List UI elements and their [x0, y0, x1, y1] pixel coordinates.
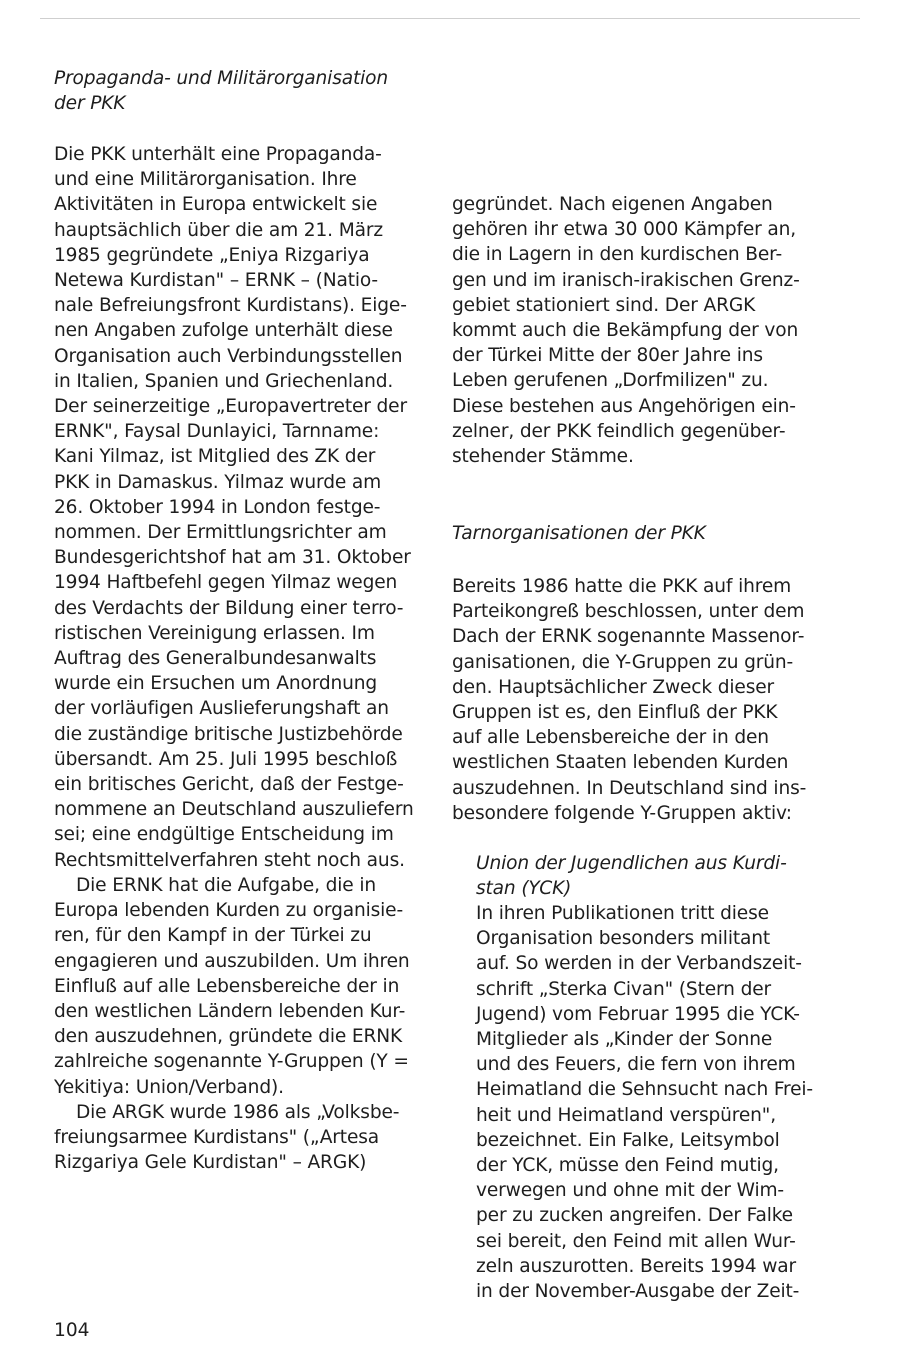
text-line: Yekitiya: Union/Verband).: [54, 1076, 284, 1098]
text-line: Rizgariya Gele Kurdistan" – ARGK): [54, 1152, 367, 1174]
text-line: nommen. Der Ermittlungsrichter am: [54, 522, 387, 544]
text-line: die zuständige britische Justizbehörde: [54, 723, 403, 745]
text-line: und des Feuers, die fern von ihrem: [476, 1054, 796, 1076]
text-line: Bundesgerichtshof hat am 31. Oktober: [54, 547, 411, 569]
left-column-body: [54, 142, 414, 1175]
heading-line: Tarnorganisationen der PKK: [452, 523, 706, 544]
text-line: verwegen und ohne mit der Wim-: [476, 1180, 784, 1202]
text-line: auszudehnen. In Deutschland sind ins-: [452, 777, 807, 799]
heading-line: Union der Jugendlichen aus Kurdi-: [476, 853, 787, 874]
text-line: 26. Oktober 1994 in London festge-: [54, 496, 381, 518]
text-line: Jugend) vom Februar 1995 die YCK-: [476, 1003, 800, 1025]
text-line: Rechtsmittelverfahren steht noch aus.: [54, 849, 405, 871]
heading-line: Propaganda- und Militärorganisation: [54, 68, 388, 89]
text-line: in Italien, Spanien und Griechenland.: [54, 370, 394, 392]
text-line: Kani Yilmaz, ist Mitglied des ZK der: [54, 446, 376, 468]
text-line: Leben gerufenen „Dorfmilizen" zu.: [452, 370, 769, 392]
text-line: der vorläufigen Auslieferungshaft an: [54, 698, 389, 720]
paragraph-start-line: Die ARGK wurde 1986 als „Volksbe-: [76, 1101, 400, 1123]
text-line: bezeichnet. Ein Falke, Leitsymbol: [476, 1129, 780, 1151]
right-column-body-middle: [452, 574, 806, 826]
text-line: In ihren Publikationen tritt diese: [476, 903, 769, 924]
paragraph-start-line: Die ERNK hat die Aufgabe, die in: [76, 874, 376, 896]
top-rule: [40, 18, 860, 19]
text-line: und eine Militärorganisation. Ihre: [54, 169, 357, 191]
sub-heading-yck: [452, 851, 787, 901]
text-line: Aktivitäten in Europa entwickelt sie: [54, 194, 378, 216]
text-line: den westlichen Ländern lebenden Kur-: [54, 1000, 406, 1022]
section-heading-propaganda: [54, 66, 388, 116]
text-line: Organisation besonders militant: [476, 928, 771, 950]
text-line: ristischen Vereinigung erlassen. Im: [54, 622, 375, 644]
text-line: stehender Stämme.: [452, 446, 634, 468]
text-line: besondere folgende Y-Gruppen aktiv:: [452, 802, 792, 824]
text-line: Organisation auch Verbindungsstellen: [54, 345, 403, 367]
text-line: PKK in Damaskus. Yilmaz wurde am: [54, 471, 382, 493]
text-line: sei; eine endgültige Entscheidung im: [54, 824, 394, 846]
text-line: Netewa Kurdistan" – ERNK – (Natio-: [54, 270, 378, 292]
heading-line: der PKK: [54, 93, 126, 115]
text-line: Auftrag des Generalbundesanwalts: [54, 648, 377, 670]
text-line: Einfluß auf alle Lebensbereiche der in: [54, 975, 400, 997]
text-line: auf. So werden in der Verbandszeit-: [476, 953, 802, 975]
text-line: schrift „Sterka Civan" (Stern der: [476, 978, 772, 1000]
text-line: ein britisches Gericht, daß der Festge-: [54, 774, 404, 796]
text-line: des Verdachts der Bildung einer terro-: [54, 597, 404, 619]
text-line: gebiet stationiert sind. Der ARGK: [452, 294, 756, 316]
right-column-body-bottom: [452, 901, 813, 1304]
text-line: ganisationen, die Y-Gruppen zu grün-: [452, 651, 794, 673]
text-line: den auszudehnen, gründete die ERNK: [54, 1026, 403, 1048]
text-line: nen Angaben zufolge unterhält diese: [54, 320, 393, 342]
text-line: Diese bestehen aus Angehörigen ein-: [452, 395, 796, 417]
right-column-body-top: [452, 192, 800, 469]
text-line: Heimatland die Sehnsucht nach Frei-: [476, 1079, 813, 1101]
text-line: ERNK", Faysal Dunlayici, Tarnname:: [54, 421, 380, 443]
text-line: zelner, der PKK feindlich gegenüber-: [452, 420, 786, 442]
text-line: Parteikongreß beschlossen, unter dem: [452, 601, 805, 623]
text-line: sei bereit, den Feind mit allen Wur-: [476, 1230, 796, 1252]
text-line: 1994 Haftbefehl gegen Yilmaz wegen: [54, 572, 398, 594]
text-line: freiungsarmee Kurdistans" („Artesa: [54, 1126, 380, 1148]
text-line: nale Befreiungsfront Kurdistans). Eige-: [54, 295, 407, 317]
text-line: Europa lebenden Kurden zu organisie-: [54, 900, 404, 922]
text-line: per zu zucken angreifen. Der Falke: [476, 1205, 793, 1227]
text-line: Die PKK unterhält eine Propaganda-: [54, 144, 382, 165]
text-line: zahlreiche sogenannte Y-Gruppen (Y =: [54, 1051, 409, 1073]
text-line: hauptsächlich über die am 21. März: [54, 219, 383, 241]
text-line: den. Hauptsächlicher Zweck dieser: [452, 676, 775, 698]
text-line: gehören ihr etwa 30 000 Kämpfer an,: [452, 219, 797, 241]
text-line: heit und Heimatland verspüren",: [476, 1104, 776, 1126]
text-line: Mitglieder als „Kinder der Sonne: [476, 1029, 773, 1051]
heading-line: stan (YCK): [476, 878, 572, 900]
page-number: 104: [54, 1320, 90, 1341]
text-line: engagieren und auszubilden. Um ihren: [54, 950, 410, 972]
text-line: wurde ein Ersuchen um Anordnung: [54, 673, 378, 695]
text-line: Dach der ERNK sogenannte Massenor-: [452, 626, 805, 648]
text-line: ren, für den Kampf in der Türkei zu: [54, 925, 372, 947]
text-line: der YCK, müsse den Feind mutig,: [476, 1155, 779, 1177]
text-line: zeln auszurotten. Bereits 1994 war: [476, 1255, 797, 1277]
text-line: gegründet. Nach eigenen Angaben: [452, 194, 773, 215]
text-line: die in Lagern in den kurdischen Ber-: [452, 244, 783, 266]
text-line: nommene an Deutschland auszuliefern: [54, 799, 414, 821]
section-heading-tarnorganisationen: [452, 521, 706, 546]
text-line: übersandt. Am 25. Juli 1995 beschloß: [54, 748, 398, 770]
text-line: Gruppen ist es, den Einfluß der PKK: [452, 702, 778, 724]
text-line: der Türkei Mitte der 80er Jahre ins: [452, 345, 763, 367]
text-line: 1985 gegründete „Eniya Rizgariya: [54, 244, 370, 266]
text-line: westlichen Staaten lebenden Kurden: [452, 752, 789, 774]
text-line: in der November-Ausgabe der Zeit-: [476, 1281, 800, 1303]
text-line: Der seinerzeitige „Europavertreter der: [54, 396, 407, 418]
text-line: Bereits 1986 hatte die PKK auf ihrem: [452, 576, 792, 597]
text-line: gen und im iranisch-irakischen Grenz-: [452, 269, 800, 291]
text-line: auf alle Lebensbereiche der in den: [452, 727, 769, 749]
text-line: kommt auch die Bekämpfung der von: [452, 320, 799, 342]
